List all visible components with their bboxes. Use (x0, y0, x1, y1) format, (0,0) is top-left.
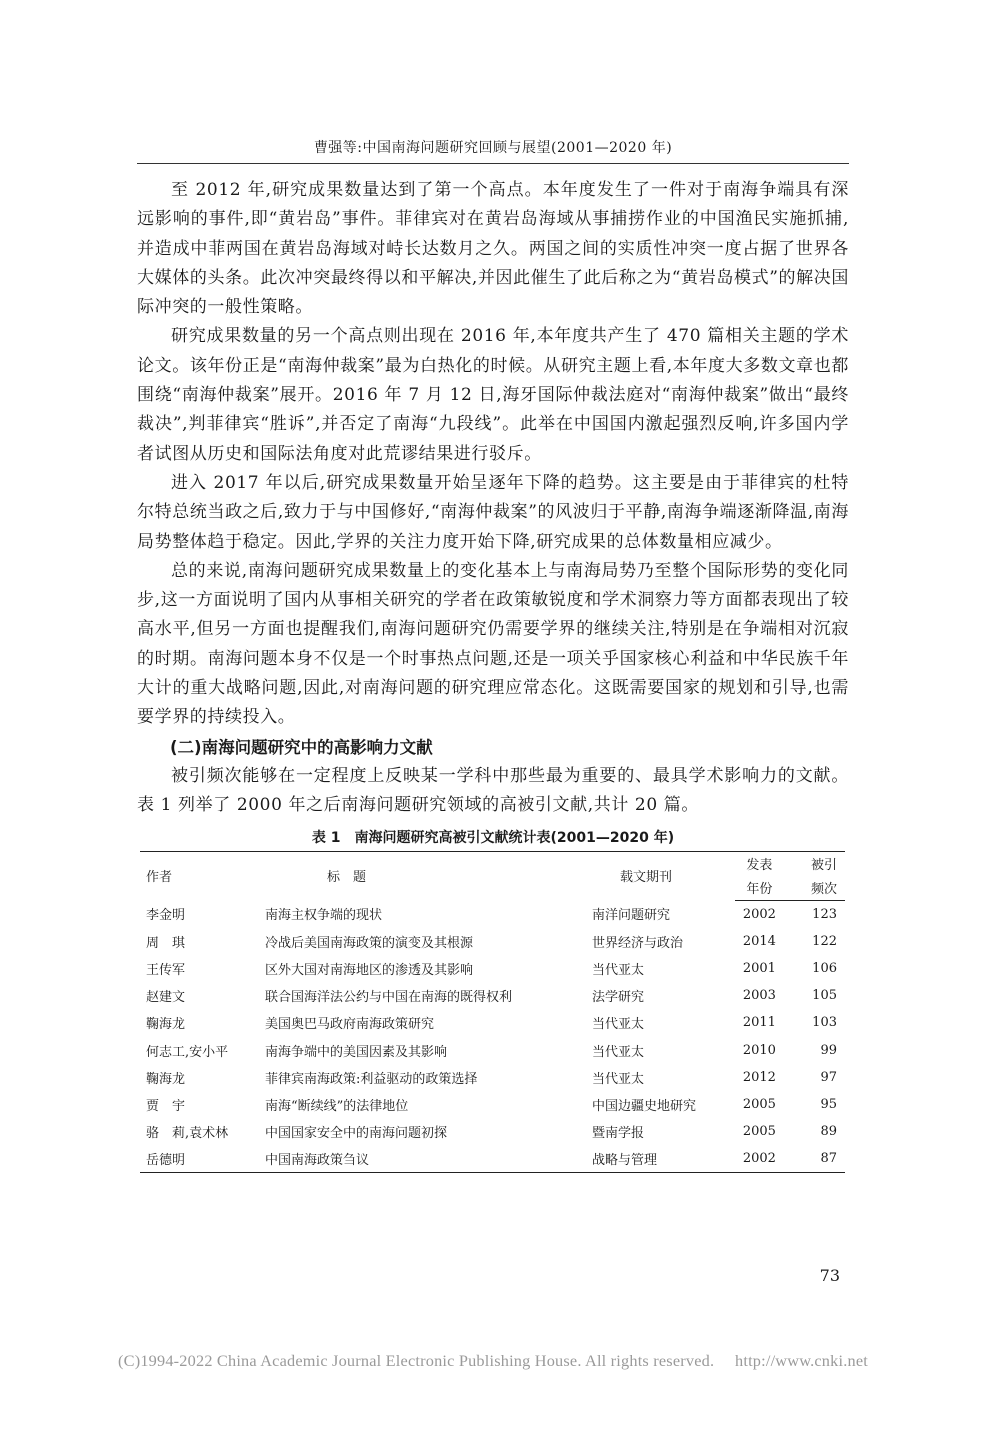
cell-citations: 87 (784, 1145, 845, 1173)
cell-journal: 暨南学报 (591, 1126, 644, 1142)
cell-journal: 当代亚太 (591, 1044, 644, 1060)
cell-citations: 89 (820, 1124, 837, 1140)
table-header (140, 851, 845, 900)
header-citations-line1: 被引 (784, 851, 845, 876)
table-row (140, 1009, 845, 1036)
cell-title: 中国南海政策刍议 (265, 1145, 592, 1173)
cell-citations: 122 (812, 933, 837, 949)
cell-title: 菲律宾南海政策:利益驱动的政策选择 (264, 1071, 478, 1087)
table-row (140, 1118, 845, 1145)
cell-citations: 99 (820, 1042, 837, 1058)
cell-journal: 南洋问题研究 (591, 908, 670, 924)
cell-author: 岳德明 (140, 1145, 265, 1173)
table-row (140, 900, 845, 928)
cell-title: 南海争端中的美国因素及其影响 (264, 1044, 447, 1060)
table-row (140, 1064, 845, 1091)
cell-title: 冷战后美国南海政策的演变及其根源 (264, 935, 473, 951)
copyright-footer: (C)1994-2022 China Academic Journal Electronic Publishing House. All rights reserved. http://www.cnki.net (118, 1351, 868, 1370)
cell-author: 鞠海龙 (146, 1071, 186, 1087)
cell-year: 2014 (742, 933, 776, 949)
cell-year: 2012 (742, 1069, 776, 1085)
page-number: 73 (819, 1266, 840, 1285)
cell-journal: 世界经济与政治 (591, 935, 683, 951)
paragraph-2016: 研究成果数量的另一个高点则出现在 2016 年,本年度共产生了 470 篇相关主题的学术论文。该年份正是“南海仲裁案”最为白热化的时候。从研究主题上看,本年度大多数文章也都围绕“南海仲裁案”展开。2016 年 7 月 12 日,海牙国际仲裁法庭对“南海仲裁案”做出“最终裁决”,判菲律宾“胜诉”,并否定了南海“九段线”。此举在中国国内激起强烈反响,许多国内学者试图从历史和国际法角度对此荒谬结果进行驳斥。 (137, 326, 849, 464)
citation-table (140, 851, 845, 1174)
cell-author: 何志工,安小平 (146, 1044, 229, 1060)
cell-journal: 战略与管理 (592, 1145, 735, 1173)
cell-author: 李金明 (146, 908, 186, 924)
cell-title: 中国国家安全中的南海问题初探 (264, 1126, 447, 1142)
cell-journal: 法学研究 (591, 990, 644, 1006)
cell-journal: 中国边疆史地研究 (591, 1098, 696, 1114)
cell-citations: 95 (820, 1096, 837, 1112)
table-body (140, 900, 845, 1173)
cell-citations: 106 (812, 961, 837, 976)
table-row (140, 1145, 845, 1173)
cell-year: 2011 (742, 1015, 776, 1031)
paragraph-2017: 进入 2017 年以后,研究成果数量开始呈逐年下降的趋势。这主要是由于菲律宾的杜特尔特总统当政之后,致力于与中国修好,“南海仲裁案”的风波归于平静,南海争端逐渐降温,南海局势整体趋于稳定。因此,学界的关注力度开始下降,研究成果的总体数量相应减少。 (137, 472, 849, 552)
table-row (140, 982, 845, 1009)
cell-journal: 当代亚太 (591, 1071, 644, 1087)
table-row (140, 955, 845, 982)
cell-citations: 97 (820, 1069, 837, 1085)
cell-year: 2005 (742, 1124, 776, 1140)
table-row (140, 1036, 845, 1063)
cell-citations: 105 (812, 988, 837, 1004)
section-heading: (二)南海问题研究中的高影响力文献 (170, 737, 433, 757)
header-journal: 载文期刊 (592, 851, 735, 900)
cell-journal: 当代亚太 (591, 963, 644, 978)
cell-author: 鞠海龙 (146, 1017, 186, 1033)
cell-year: 2002 (735, 1145, 784, 1173)
cell-citations: 103 (812, 1015, 837, 1031)
cell-title: 区外大国对南海地区的渗透及其影响 (264, 963, 473, 978)
cell-title: 美国奥巴马政府南海政策研究 (264, 1017, 434, 1033)
table-row (140, 928, 845, 955)
cell-year: 2001 (742, 961, 776, 976)
cell-title: 南海“断续线”的法律地位 (264, 1098, 409, 1114)
cell-citations: 123 (812, 906, 837, 922)
table-row (140, 1091, 845, 1118)
cell-author: 贾 宇 (146, 1098, 186, 1114)
cell-year: 2002 (742, 906, 776, 922)
running-head: 曹强等:中国南海问题研究回顾与展望(2001—2020 年) (313, 140, 673, 156)
header-author: 作者 (140, 851, 265, 900)
cell-author: 王传军 (146, 963, 186, 978)
cell-title: 南海主权争端的现状 (264, 908, 382, 924)
cell-author: 周 琪 (146, 935, 186, 951)
paragraph-intro: 被引频次能够在一定程度上反映某一学科中那些最为重要的、最具学术影响力的文献。表 1 列举了 2000 年之后南海问题研究领域的高被引文献,共计 20 篇。 (137, 765, 849, 816)
header-rule (137, 163, 849, 164)
cell-title: 联合国海洋法公约与中国在南海的既得权利 (264, 990, 512, 1006)
cell-year: 2010 (742, 1042, 776, 1058)
header-title: 标 题 (265, 851, 592, 900)
table-caption: 表 1 南海问题研究高被引文献统计表(2001—2020 年) (311, 829, 675, 846)
article-body (137, 176, 849, 1173)
header-citations-line2: 频次 (784, 876, 845, 901)
cell-author: 骆 莉,袁术林 (146, 1126, 229, 1142)
header-year-line2: 年份 (735, 876, 784, 901)
cell-journal: 当代亚太 (591, 1017, 644, 1033)
header-year-line1: 发表 (735, 851, 784, 876)
paragraph-summary: 总的来说,南海问题研究成果数量上的变化基本上与南海局势乃至整个国际形势的变化同步,这一方面说明了国内从事相关研究的学者在政策敏锐度和学术洞察力等方面都表现出了较高水平,但另一方面也提醒我们,南海问题研究仍需要学界的继续关注,特别是在争端相对沉寂的时期。南海问题本身不仅是一个时事热点问题,还是一项关乎国家核心利益和中华民族千年大计的重大战略问题,因此,对南海问题的研究理应常态化。这既需要国家的规划和引导,也需要学界的持续投入。 (137, 560, 849, 728)
paragraph-2012: 至 2012 年,研究成果数量达到了第一个高点。本年度发生了一件对于南海争端具有深远影响的事件,即“黄岩岛”事件。菲律宾对在黄岩岛海域从事捕捞作业的中国渔民实施抓捕,并造成中菲两国在黄岩岛海域对峙长达数月之久。两国之间的实质性冲突一度占据了世界各大媒体的头条。此次冲突最终得以和平解决,并因此催生了此后称之为“黄岩岛模式”的解决国际冲突的一般性策略。 (137, 180, 849, 318)
cell-year: 2003 (742, 988, 776, 1004)
cell-year: 2005 (742, 1096, 776, 1112)
cell-author: 赵建文 (146, 990, 186, 1006)
